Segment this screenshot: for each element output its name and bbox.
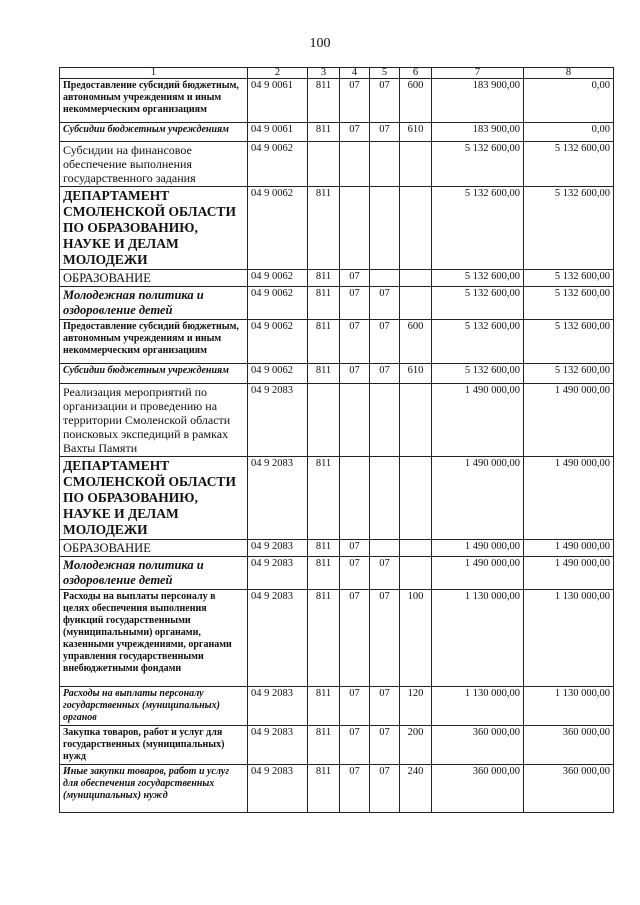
expense-type-code bbox=[400, 287, 432, 320]
row-name: ОБРАЗОВАНИЕ bbox=[60, 270, 248, 287]
table-row bbox=[60, 384, 614, 457]
amount-year-1: 5 132 600,00 bbox=[432, 364, 524, 384]
subsection-code bbox=[370, 457, 400, 540]
amount-year-1: 183 900,00 bbox=[432, 123, 524, 142]
row-name: Закупка товаров, работ и услуг для государственных (муниципальных) нужд bbox=[60, 726, 248, 765]
target-code: 04 9 2083 bbox=[248, 540, 308, 557]
target-code: 04 9 0061 bbox=[248, 123, 308, 142]
expense-type-code: 610 bbox=[400, 364, 432, 384]
subsection-code: 07 bbox=[370, 79, 400, 123]
amount-year-2: 0,00 bbox=[524, 123, 614, 142]
amount-year-2: 5 132 600,00 bbox=[524, 142, 614, 187]
row-name: Субсидии бюджетным учреждениям bbox=[60, 364, 248, 384]
column-header: 3 bbox=[308, 68, 340, 79]
subsection-code: 07 bbox=[370, 557, 400, 590]
section-code: 07 bbox=[340, 364, 370, 384]
table-row bbox=[60, 187, 614, 270]
section-code: 07 bbox=[340, 123, 370, 142]
amount-year-2: 5 132 600,00 bbox=[524, 287, 614, 320]
section-code: 07 bbox=[340, 726, 370, 765]
table-row bbox=[60, 270, 614, 287]
amount-year-2: 1 490 000,00 bbox=[524, 557, 614, 590]
row-name: Предоставление субсидий бюджетным, автономным учреждениям и иным некоммерческим организациям bbox=[60, 79, 248, 123]
section-code: 07 bbox=[340, 79, 370, 123]
target-code: 04 9 0061 bbox=[248, 79, 308, 123]
expense-type-code: 600 bbox=[400, 79, 432, 123]
subsection-code bbox=[370, 187, 400, 270]
target-code: 04 9 0062 bbox=[248, 364, 308, 384]
table-row bbox=[60, 364, 614, 384]
row-name: Предоставление субсидий бюджетным, автономным учреждениям и иным некоммерческим организациям bbox=[60, 320, 248, 364]
subsection-code: 07 bbox=[370, 364, 400, 384]
subsection-code: 07 bbox=[370, 590, 400, 687]
row-name: Субсидии бюджетным учреждениям bbox=[60, 123, 248, 142]
table-row bbox=[60, 320, 614, 364]
table-row bbox=[60, 590, 614, 687]
amount-year-2: 0,00 bbox=[524, 79, 614, 123]
row-name: ДЕПАРТАМЕНТ СМОЛЕНСКОЙ ОБЛАСТИ ПО ОБРАЗОВАНИЮ, НАУКЕ И ДЕЛАМ МОЛОДЕЖИ bbox=[60, 187, 248, 270]
amount-year-1: 5 132 600,00 bbox=[432, 270, 524, 287]
expense-type-code: 610 bbox=[400, 123, 432, 142]
amount-year-1: 1 490 000,00 bbox=[432, 457, 524, 540]
column-header: 8 bbox=[524, 68, 614, 79]
section-code bbox=[340, 187, 370, 270]
expense-type-code: 120 bbox=[400, 687, 432, 726]
ministry-code: 811 bbox=[308, 320, 340, 364]
ministry-code: 811 bbox=[308, 457, 340, 540]
amount-year-2: 5 132 600,00 bbox=[524, 270, 614, 287]
ministry-code: 811 bbox=[308, 540, 340, 557]
amount-year-2: 1 490 000,00 bbox=[524, 457, 614, 540]
section-code: 07 bbox=[340, 540, 370, 557]
target-code: 04 9 2083 bbox=[248, 687, 308, 726]
table-row bbox=[60, 687, 614, 726]
amount-year-1: 360 000,00 bbox=[432, 726, 524, 765]
target-code: 04 9 2083 bbox=[248, 590, 308, 687]
column-header: 4 bbox=[340, 68, 370, 79]
amount-year-1: 5 132 600,00 bbox=[432, 187, 524, 270]
amount-year-2: 1 490 000,00 bbox=[524, 540, 614, 557]
subsection-code bbox=[370, 384, 400, 457]
ministry-code: 811 bbox=[308, 79, 340, 123]
ministry-code bbox=[308, 384, 340, 457]
ministry-code: 811 bbox=[308, 270, 340, 287]
section-code: 07 bbox=[340, 590, 370, 687]
row-name: Молодежная политика и оздоровление детей bbox=[60, 287, 248, 320]
subsection-code: 07 bbox=[370, 320, 400, 364]
amount-year-1: 1 490 000,00 bbox=[432, 557, 524, 590]
amount-year-1: 5 132 600,00 bbox=[432, 142, 524, 187]
table-row bbox=[60, 557, 614, 590]
subsection-code bbox=[370, 142, 400, 187]
budget-table bbox=[59, 67, 614, 813]
target-code: 04 9 0062 bbox=[248, 187, 308, 270]
page-number: 100 bbox=[309, 36, 331, 51]
section-code: 07 bbox=[340, 270, 370, 287]
subsection-code bbox=[370, 270, 400, 287]
amount-year-1: 1 130 000,00 bbox=[432, 687, 524, 726]
amount-year-2: 1 130 000,00 bbox=[524, 590, 614, 687]
table-row bbox=[60, 726, 614, 765]
section-code bbox=[340, 142, 370, 187]
amount-year-2: 360 000,00 bbox=[524, 765, 614, 813]
row-name: Субсидии на финансовое обеспечение выполнения государственного задания bbox=[60, 142, 248, 187]
table-row bbox=[60, 287, 614, 320]
row-name: Расходы на выплаты персоналу в целях обеспечения выполнения функций государственными (муниципальными) органами, казенными учреждениями, органами управления государственными внебюджетными фондами bbox=[60, 590, 248, 687]
expense-type-code bbox=[400, 457, 432, 540]
ministry-code: 811 bbox=[308, 287, 340, 320]
target-code: 04 9 2083 bbox=[248, 557, 308, 590]
column-header: 6 bbox=[400, 68, 432, 79]
table-row bbox=[60, 540, 614, 557]
column-header: 7 bbox=[432, 68, 524, 79]
row-name: Расходы на выплаты персоналу государственных (муниципальных) органов bbox=[60, 687, 248, 726]
amount-year-2: 1 130 000,00 bbox=[524, 687, 614, 726]
table-row bbox=[60, 123, 614, 142]
subsection-code: 07 bbox=[370, 687, 400, 726]
table-body bbox=[60, 79, 614, 813]
amount-year-2: 5 132 600,00 bbox=[524, 320, 614, 364]
amount-year-1: 360 000,00 bbox=[432, 765, 524, 813]
expense-type-code: 100 bbox=[400, 590, 432, 687]
amount-year-2: 5 132 600,00 bbox=[524, 364, 614, 384]
expense-type-code: 600 bbox=[400, 320, 432, 364]
ministry-code: 811 bbox=[308, 765, 340, 813]
target-code: 04 9 0062 bbox=[248, 142, 308, 187]
subsection-code bbox=[370, 540, 400, 557]
header-row bbox=[60, 68, 614, 79]
expense-type-code bbox=[400, 142, 432, 187]
row-name: Молодежная политика и оздоровление детей bbox=[60, 557, 248, 590]
section-code bbox=[340, 384, 370, 457]
subsection-code: 07 bbox=[370, 287, 400, 320]
target-code: 04 9 0062 bbox=[248, 270, 308, 287]
row-name: Реализация мероприятий по организации и проведению на территории Смоленской области поисковых экспедиций в рамках Вахты Памяти bbox=[60, 384, 248, 457]
subsection-code: 07 bbox=[370, 123, 400, 142]
table-row bbox=[60, 765, 614, 813]
target-code: 04 9 2083 bbox=[248, 765, 308, 813]
target-code: 04 9 2083 bbox=[248, 457, 308, 540]
expense-type-code bbox=[400, 557, 432, 590]
ministry-code: 811 bbox=[308, 557, 340, 590]
table-row bbox=[60, 457, 614, 540]
amount-year-2: 360 000,00 bbox=[524, 726, 614, 765]
section-code: 07 bbox=[340, 287, 370, 320]
amount-year-1: 1 490 000,00 bbox=[432, 540, 524, 557]
row-name: Иные закупки товаров, работ и услуг для обеспечения государственных (муниципальных) нужд bbox=[60, 765, 248, 813]
ministry-code: 811 bbox=[308, 687, 340, 726]
row-name: ОБРАЗОВАНИЕ bbox=[60, 540, 248, 557]
subsection-code: 07 bbox=[370, 765, 400, 813]
column-header: 1 bbox=[60, 68, 248, 79]
expense-type-code bbox=[400, 187, 432, 270]
ministry-code: 811 bbox=[308, 590, 340, 687]
row-name: ДЕПАРТАМЕНТ СМОЛЕНСКОЙ ОБЛАСТИ ПО ОБРАЗОВАНИЮ, НАУКЕ И ДЕЛАМ МОЛОДЕЖИ bbox=[60, 457, 248, 540]
amount-year-1: 5 132 600,00 bbox=[432, 287, 524, 320]
ministry-code bbox=[308, 142, 340, 187]
section-code: 07 bbox=[340, 765, 370, 813]
target-code: 04 9 0062 bbox=[248, 320, 308, 364]
subsection-code: 07 bbox=[370, 726, 400, 765]
amount-year-1: 5 132 600,00 bbox=[432, 320, 524, 364]
ministry-code: 811 bbox=[308, 187, 340, 270]
amount-year-2: 1 490 000,00 bbox=[524, 384, 614, 457]
target-code: 04 9 0062 bbox=[248, 287, 308, 320]
expense-type-code: 200 bbox=[400, 726, 432, 765]
target-code: 04 9 2083 bbox=[248, 726, 308, 765]
section-code: 07 bbox=[340, 687, 370, 726]
target-code: 04 9 2083 bbox=[248, 384, 308, 457]
ministry-code: 811 bbox=[308, 364, 340, 384]
expense-type-code bbox=[400, 384, 432, 457]
expense-type-code: 240 bbox=[400, 765, 432, 813]
column-header: 5 bbox=[370, 68, 400, 79]
ministry-code: 811 bbox=[308, 726, 340, 765]
column-header: 2 bbox=[248, 68, 308, 79]
amount-year-1: 1 130 000,00 bbox=[432, 590, 524, 687]
table-row bbox=[60, 79, 614, 123]
amount-year-1: 183 900,00 bbox=[432, 79, 524, 123]
section-code bbox=[340, 457, 370, 540]
ministry-code: 811 bbox=[308, 123, 340, 142]
amount-year-1: 1 490 000,00 bbox=[432, 384, 524, 457]
expense-type-code bbox=[400, 270, 432, 287]
expense-type-code bbox=[400, 540, 432, 557]
table-row bbox=[60, 142, 614, 187]
section-code: 07 bbox=[340, 320, 370, 364]
section-code: 07 bbox=[340, 557, 370, 590]
amount-year-2: 5 132 600,00 bbox=[524, 187, 614, 270]
